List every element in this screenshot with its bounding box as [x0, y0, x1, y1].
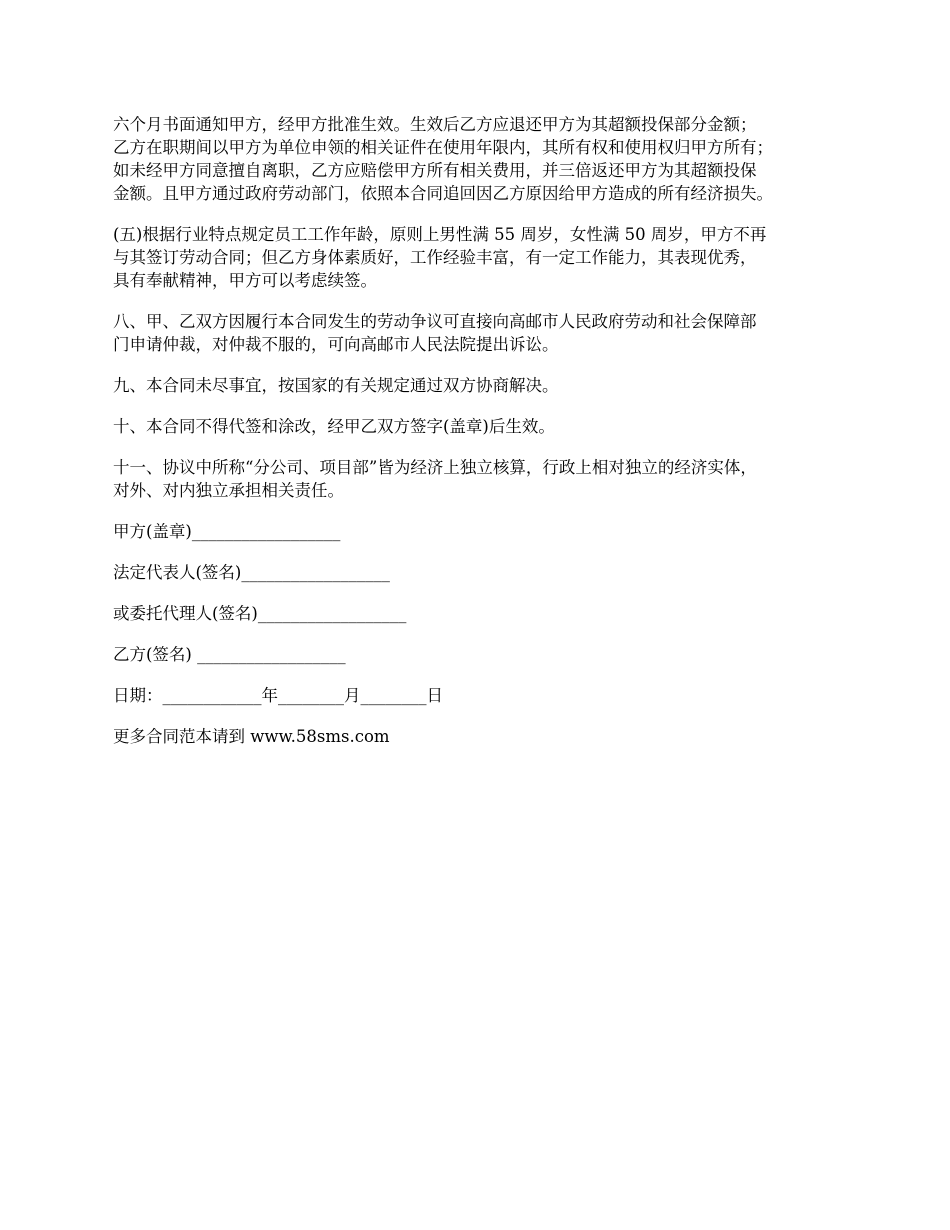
paragraph-line: 与其签订劳动合同；但乙方身体素质好，工作经验丰富，有一定工作能力，其表现优秀， — [113, 248, 757, 267]
paragraph-line: 对外、对内独立承担相关责任。 — [113, 481, 344, 500]
clause-11-paragraph — [113, 456, 853, 502]
footer-link-text: 更多合同范本请到 www.58sms.com — [113, 727, 390, 746]
paragraph-line: 八、甲、乙双方因履行本合同发生的劳动争议可直接向高邮市人民政府劳动和社会保障部 — [113, 312, 757, 331]
paragraph-line: (五)根据行业特点规定员工工作年龄，原则上男性满 55 周岁，女性满 50 周岁，甲方不再 — [113, 225, 767, 244]
paragraph-line: 具有奉献精神，甲方可以考虑续签。 — [113, 271, 377, 290]
paragraph-line: 六个月书面通知甲方，经甲方批准生效。生效后乙方应退还甲方为其超额投保部分金额； — [113, 115, 757, 134]
paragraph-line: 门申请仲裁，对仲裁不服的，可向高邮市人民法院提出诉讼。 — [113, 335, 559, 354]
paragraph-line: 如未经甲方同意擅自离职，乙方应赔偿甲方所有相关费用，并三倍返还甲方为其超额投保 — [113, 161, 757, 180]
paragraph-line: 乙方在职期间以甲方为单位申领的相关证件在使用年限内，其所有权和使用权归甲方所有； — [113, 138, 773, 157]
legal-representative-signature-line: 法定代表人(签名)__________________ — [113, 563, 390, 582]
date-line: 日期：____________年________月________日 — [113, 686, 443, 705]
clause-5-paragraph — [113, 223, 853, 292]
clause-continuation-paragraph — [113, 113, 853, 205]
clause-9-paragraph — [113, 374, 853, 397]
paragraph-line: 九、本合同未尽事宜，按国家的有关规定通过双方协商解决。 — [113, 376, 559, 395]
clause-10-paragraph — [113, 415, 853, 438]
paragraph-line: 十、本合同不得代签和涂改，经甲乙双方签字(盖章)后生效。 — [113, 417, 555, 436]
party-a-signature-line: 甲方(盖章)__________________ — [113, 522, 341, 541]
document-page — [113, 113, 853, 766]
clause-8-paragraph — [113, 310, 853, 356]
paragraph-line: 金额。且甲方通过政府劳动部门，依照本合同追回因乙方原因给甲方造成的所有经济损失。 — [113, 184, 773, 203]
party-b-signature-line: 乙方(签名) __________________ — [113, 645, 346, 664]
paragraph-line: 十一、协议中所称“分公司、项目部”皆为经济上独立核算，行政上相对独立的经济实体， — [113, 458, 757, 477]
agent-signature-line: 或委托代理人(签名)__________________ — [113, 604, 407, 623]
